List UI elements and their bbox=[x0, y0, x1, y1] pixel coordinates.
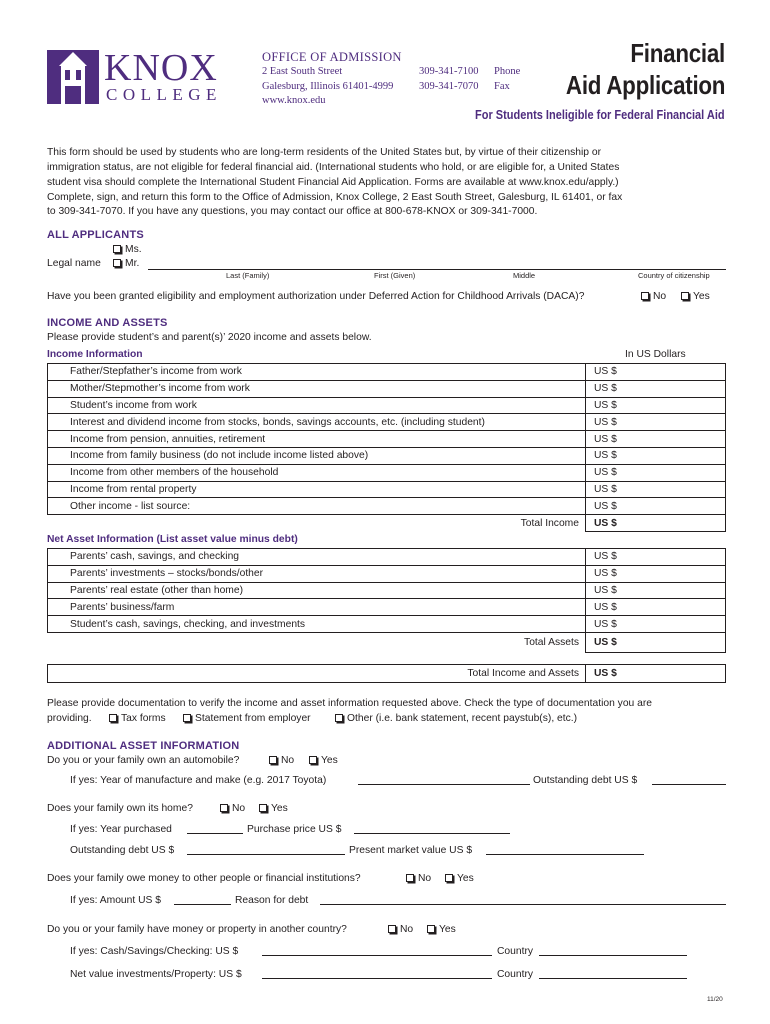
foreign-net-field[interactable] bbox=[262, 969, 492, 979]
amount-field[interactable]: US $ bbox=[586, 397, 726, 414]
auto-no-option[interactable]: No bbox=[269, 755, 294, 766]
logo-knox: KNOX bbox=[104, 47, 218, 89]
income-information-heading: Income Information bbox=[47, 349, 143, 360]
table-row bbox=[48, 565, 726, 582]
grand-total-table bbox=[47, 664, 726, 683]
auto-no-checkbox[interactable] bbox=[269, 756, 277, 764]
foreign-no-option[interactable]: No bbox=[388, 924, 413, 935]
amount-field[interactable]: US $ bbox=[586, 464, 726, 481]
legal-name-label: Legal name bbox=[47, 258, 101, 269]
owe-question: Does your family owe money to other people or financial institutions? bbox=[47, 873, 361, 884]
intro-line: This form should be used by students who are long-term residents of the United States but, by virtue of their citizenship or bbox=[47, 147, 602, 158]
row-label: Parents’ real estate (other than home) bbox=[48, 582, 586, 599]
auto-yes-checkbox[interactable] bbox=[309, 756, 317, 764]
auto-year-make-field[interactable] bbox=[358, 775, 530, 785]
row-label: Father/Stepfather’s income from work bbox=[48, 364, 586, 381]
intro-line: student visa should complete the International Student Financial Aid Application. Forms are available at www.knox.edu/apply.) bbox=[47, 177, 619, 188]
row-label: Income from pension, annuities, retirement bbox=[48, 431, 586, 448]
amount-field[interactable]: US $ bbox=[586, 498, 726, 515]
mr-option[interactable]: Mr. bbox=[113, 258, 139, 269]
employer-checkbox[interactable] bbox=[183, 714, 191, 722]
foreign-net-country-field[interactable] bbox=[539, 969, 687, 979]
logo-college: COLLEGE bbox=[106, 85, 222, 104]
daca-no-checkbox[interactable] bbox=[641, 292, 649, 300]
amount-field[interactable]: US $ bbox=[586, 599, 726, 616]
table-row bbox=[48, 431, 726, 448]
owe-no-option[interactable]: No bbox=[406, 873, 431, 884]
amount-field[interactable]: US $ bbox=[586, 565, 726, 582]
owe-yes-checkbox[interactable] bbox=[445, 874, 453, 882]
office-web[interactable]: www.knox.edu bbox=[262, 95, 326, 106]
other-doc-checkbox[interactable] bbox=[335, 714, 343, 722]
table-row bbox=[48, 364, 726, 381]
foreign-net-country-label: Country bbox=[497, 969, 534, 980]
foreign-net-label: Net value investments/Property: US $ bbox=[70, 969, 242, 980]
first-name-caption: First (Given) bbox=[374, 271, 416, 280]
table-row bbox=[48, 616, 726, 633]
last-name-caption: Last (Family) bbox=[226, 271, 270, 280]
home-no-option[interactable]: No bbox=[220, 803, 245, 814]
currency-note: In US Dollars bbox=[625, 349, 686, 360]
middle-name-caption: Middle bbox=[513, 271, 536, 280]
total-assets-label: Total Assets bbox=[524, 637, 579, 649]
documentation-instruction: Please provide documentation to verify the income and asset information requested above. Check the type of documentation you are bbox=[47, 698, 653, 709]
tax-forms-checkbox[interactable] bbox=[109, 714, 117, 722]
home-year-label: If yes: Year purchased bbox=[70, 824, 172, 835]
foreign-yes-checkbox[interactable] bbox=[427, 925, 435, 933]
table-row bbox=[48, 397, 726, 414]
amount-field[interactable]: US $ bbox=[586, 414, 726, 431]
total-row bbox=[48, 632, 726, 652]
table-row bbox=[48, 447, 726, 464]
employer-option[interactable]: Statement from employer bbox=[183, 713, 311, 724]
total-income-assets-label: Total Income and Assets bbox=[48, 665, 586, 683]
foreign-yes-option[interactable]: Yes bbox=[427, 924, 456, 935]
fax-label: Fax bbox=[494, 81, 510, 92]
row-label: Parents’ business/farm bbox=[48, 599, 586, 616]
row-label: Student’s cash, savings, checking, and investments bbox=[48, 616, 586, 633]
foreign-no-checkbox[interactable] bbox=[388, 925, 396, 933]
office-address-1: 2 East South Street bbox=[262, 66, 343, 77]
mr-checkbox[interactable] bbox=[113, 259, 121, 267]
daca-yes-option[interactable]: Yes bbox=[681, 291, 710, 302]
foreign-cash-label: If yes: Cash/Savings/Checking: US $ bbox=[70, 946, 239, 957]
income-assets-instruction: Please provide student’s and parent(s)’ 2020 income and assets below. bbox=[47, 332, 372, 343]
owe-yes-option[interactable]: Yes bbox=[445, 873, 474, 884]
table-row bbox=[48, 599, 726, 616]
fax-number: 309-341-7070 bbox=[419, 81, 479, 92]
row-label: Interest and dividend income from stocks, bonds, savings accounts, etc. (including student) bbox=[48, 414, 586, 431]
row-label: Student’s income from work bbox=[48, 397, 586, 414]
foreign-cash-country-label: Country bbox=[497, 946, 534, 957]
daca-no-option[interactable]: No bbox=[641, 291, 666, 302]
income-assets-heading: INCOME AND ASSETS bbox=[47, 317, 168, 329]
owe-amount-field[interactable] bbox=[174, 895, 231, 905]
home-yes-option[interactable]: Yes bbox=[259, 803, 288, 814]
all-applicants-heading: ALL APPLICANTS bbox=[47, 229, 144, 241]
owe-amount-label: If yes: Amount US $ bbox=[70, 895, 161, 906]
ms-checkbox[interactable] bbox=[113, 245, 121, 253]
total-row bbox=[48, 665, 726, 683]
row-label: Income from family business (do not include income listed above) bbox=[48, 447, 586, 464]
owe-reason-field[interactable] bbox=[320, 895, 726, 905]
other-doc-option[interactable]: Other (i.e. bank statement, recent paystub(s), etc.) bbox=[335, 713, 577, 724]
table-row bbox=[48, 380, 726, 397]
income-table bbox=[47, 363, 726, 532]
ms-option[interactable]: Ms. bbox=[113, 244, 142, 255]
auto-yes-option[interactable]: Yes bbox=[309, 755, 338, 766]
foreign-question: Do you or your family have money or property in another country? bbox=[47, 924, 347, 935]
documentation-providing: providing. bbox=[47, 713, 92, 724]
daca-yes-checkbox[interactable] bbox=[681, 292, 689, 300]
row-label: Mother/Stepmother’s income from work bbox=[48, 380, 586, 397]
home-price-field[interactable] bbox=[354, 824, 510, 834]
home-year-field[interactable] bbox=[187, 824, 243, 834]
total-assets-field[interactable]: US $ bbox=[586, 632, 726, 652]
owe-reason-label: Reason for debt bbox=[235, 895, 309, 906]
foreign-cash-field[interactable] bbox=[262, 946, 492, 956]
amount-field[interactable]: US $ bbox=[586, 431, 726, 448]
row-label: Parents’ cash, savings, and checking bbox=[48, 549, 586, 566]
home-market-label: Present market value US $ bbox=[349, 845, 473, 856]
legal-name-field[interactable] bbox=[148, 269, 726, 270]
amount-field[interactable]: US $ bbox=[586, 380, 726, 397]
home-price-label: Purchase price US $ bbox=[247, 824, 342, 835]
auto-debt-field[interactable] bbox=[652, 775, 726, 785]
amount-field[interactable]: US $ bbox=[586, 549, 726, 566]
country-caption: Country of citizenship bbox=[638, 271, 710, 280]
intro-line: Complete, sign, and return this form to the Office of Admission, Knox College, 2 East South Street, Galesburg, IL 61401, or fax bbox=[47, 192, 623, 203]
home-no-checkbox[interactable] bbox=[220, 804, 228, 812]
amount-field[interactable]: US $ bbox=[586, 481, 726, 498]
total-income-assets-field[interactable]: US $ bbox=[586, 665, 726, 683]
table-row bbox=[48, 481, 726, 498]
home-yes-checkbox[interactable] bbox=[259, 804, 267, 812]
table-row bbox=[48, 582, 726, 599]
table-row bbox=[48, 498, 726, 515]
amount-field[interactable]: US $ bbox=[586, 447, 726, 464]
home-debt-field[interactable] bbox=[187, 845, 345, 855]
table-row bbox=[48, 549, 726, 566]
phone-number: 309-341-7100 bbox=[419, 66, 479, 77]
office-title: OFFICE OF ADMISSION bbox=[262, 50, 402, 64]
home-market-field[interactable] bbox=[486, 845, 644, 855]
additional-asset-heading: ADDITIONAL ASSET INFORMATION bbox=[47, 740, 240, 752]
automobile-question: Do you or your family own an automobile? bbox=[47, 755, 240, 766]
asset-table bbox=[47, 548, 726, 653]
intro-line: to 309-341-7070. If you have any questions, you may contact our office at 800-678-KNOX or 309-341-7000. bbox=[47, 206, 538, 217]
intro-line: immigration status, are not eligible for federal financial aid. (International students who hold, or are eligible for, a United States bbox=[47, 162, 620, 173]
phone-label: Phone bbox=[494, 66, 521, 77]
form-title-line1: Financial bbox=[630, 38, 725, 68]
home-debt-label: Outstanding debt US $ bbox=[70, 845, 175, 856]
auto-debt-label: Outstanding debt US $ bbox=[533, 775, 638, 786]
tax-forms-option[interactable]: Tax forms bbox=[109, 713, 166, 724]
amount-field[interactable]: US $ bbox=[586, 616, 726, 633]
table-row bbox=[48, 414, 726, 431]
row-label: Other income - list source: bbox=[48, 498, 586, 515]
office-address-2: Galesburg, Illinois 61401-4999 bbox=[262, 81, 394, 92]
total-row bbox=[48, 515, 726, 532]
daca-question: Have you been granted eligibility and employment authorization under Deferred Action for Childhood Arrivals (DACA)? bbox=[47, 291, 585, 302]
row-label: Income from rental property bbox=[48, 481, 586, 498]
form-version-code: 11/20 bbox=[707, 996, 723, 1003]
row-label: Parents’ investments – stocks/bonds/other bbox=[48, 565, 586, 582]
form-subtitle: For Students Ineligible for Federal Financial Aid bbox=[475, 108, 725, 122]
total-income-field[interactable]: US $ bbox=[586, 515, 726, 532]
knox-tower-icon bbox=[47, 50, 99, 104]
owe-no-checkbox[interactable] bbox=[406, 874, 414, 882]
net-asset-heading: Net Asset Information (List asset value minus debt) bbox=[47, 534, 298, 545]
home-question: Does your family own its home? bbox=[47, 803, 193, 814]
table-row bbox=[48, 464, 726, 481]
total-income-label: Total Income bbox=[520, 517, 579, 529]
foreign-cash-country-field[interactable] bbox=[539, 946, 687, 956]
form-title-line2: Aid Application bbox=[565, 70, 725, 100]
auto-year-make-label: If yes: Year of manufacture and make (e.g. 2017 Toyota) bbox=[70, 775, 327, 786]
amount-field[interactable]: US $ bbox=[586, 582, 726, 599]
row-label: Income from other members of the household bbox=[48, 464, 586, 481]
amount-field[interactable]: US $ bbox=[586, 364, 726, 381]
